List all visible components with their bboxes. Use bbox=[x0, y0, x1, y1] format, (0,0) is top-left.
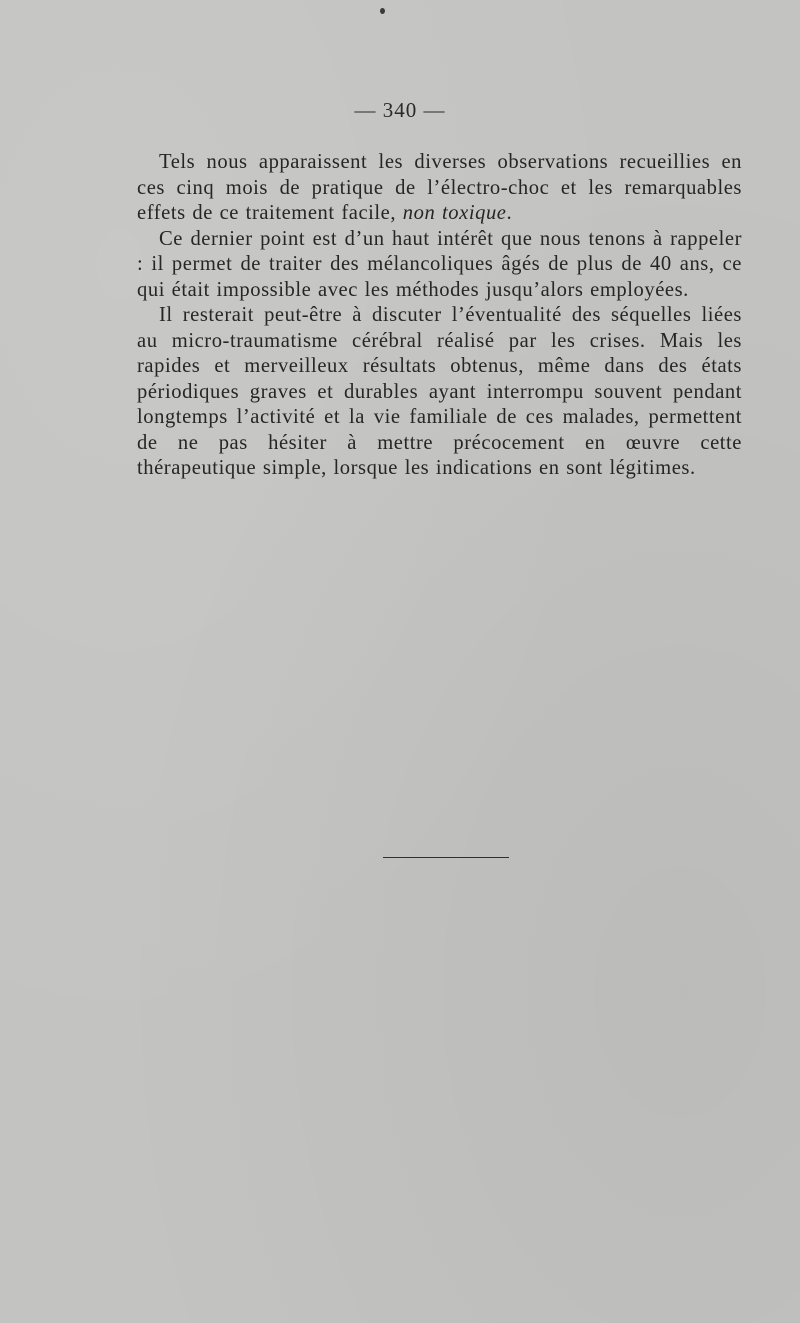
paragraph-3: Il resterait peut-être à discuter l’éventualité des séquelles liées au micro-traumatisme cérébral réalisé par les crises. Mais les rapides et merveilleux résultats obtenus, même dans des états périodiques graves et durables ayant interrompu souvent pendant longtemps l’activité et la vie familiale de ces malades, permettent de ne pas hésiter à mettre précocement en œuvre cette thérapeutique simple, lorsque les indications en sont légitimes. bbox=[137, 304, 742, 479]
page-number: — 340 — bbox=[354, 98, 446, 122]
section-end-rule bbox=[383, 857, 509, 858]
paragraph-1-end: . bbox=[506, 202, 513, 224]
paragraph-1-text: Tels nous apparaissent les diverses observations recueillies en ces cinq mois de pratique de l’électro-choc et les remarquables effets de ce traitement facile, bbox=[137, 151, 742, 224]
body-text bbox=[137, 150, 742, 482]
paragraph-1 bbox=[137, 150, 742, 227]
ink-speck bbox=[380, 8, 385, 14]
paragraph-1-emphasis: non toxique bbox=[402, 202, 507, 224]
paragraph-2: Ce dernier point est d’un haut intérêt que nous tenons à rappeler : il permet de traiter des mélancoliques âgés de plus de 40 ans, ce qui était impossible avec les méthodes jusqu’alors employées. bbox=[137, 227, 742, 301]
